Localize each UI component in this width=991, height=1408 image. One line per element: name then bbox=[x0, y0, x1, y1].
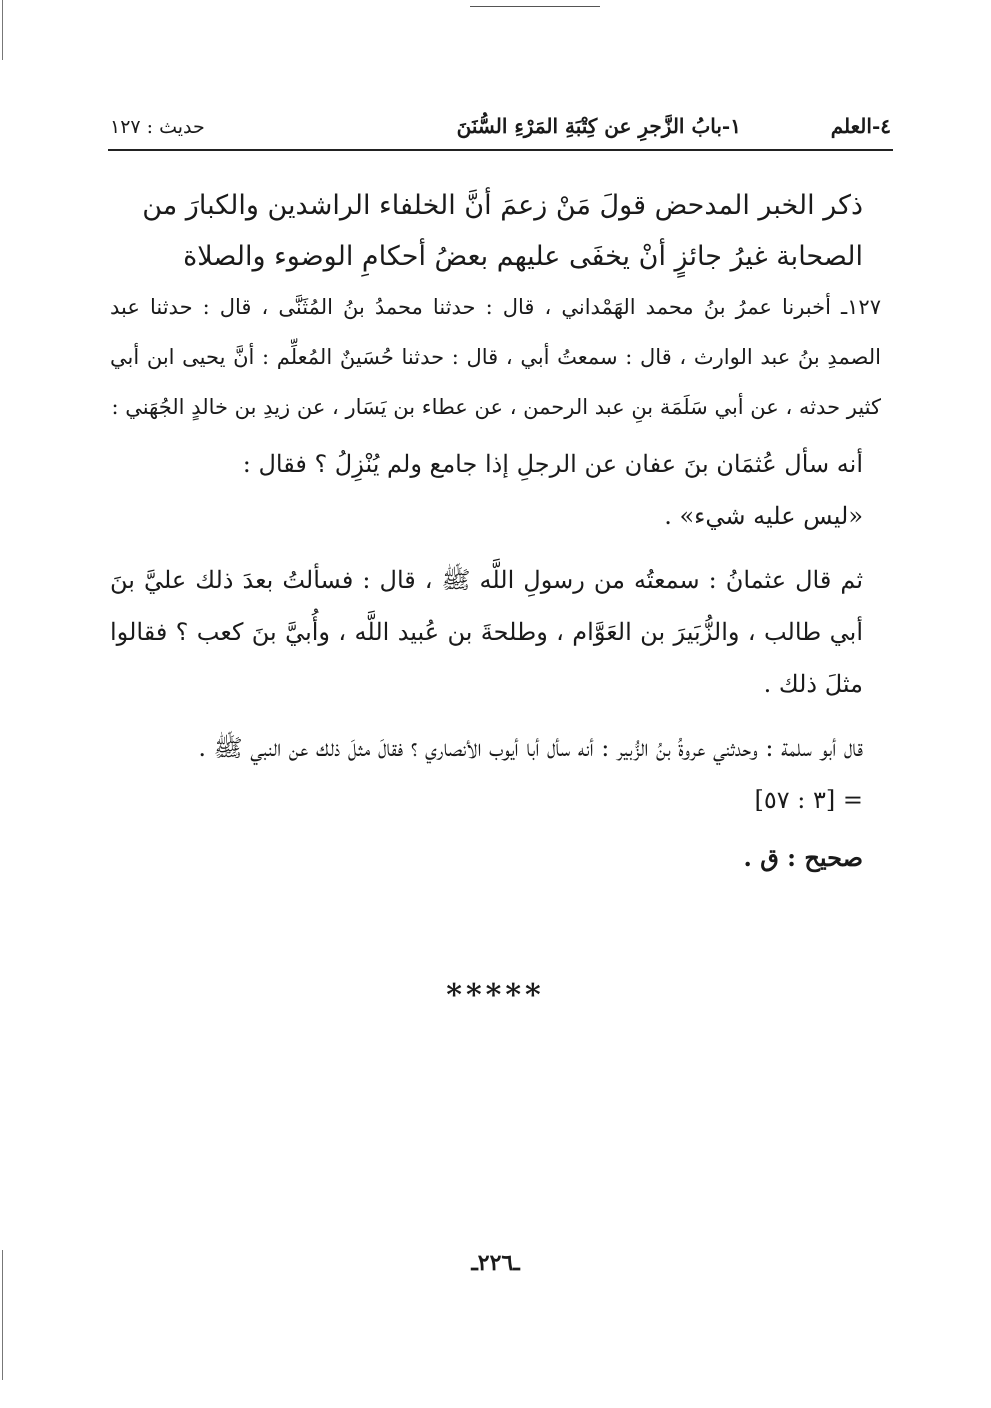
hadith-isnad: ١٢٧ـ أخبرنا عمرُ بنُ محمد الهَمْداني ، قال : حدثنا محمدُ بنُ المُثَنَّى ، قال : حدثنا عبد الصمدِ بنُ عبد الوارث ، قال : سمعتُ أبي ، قال : حدثنا حُسَينٌ المُعلِّم : أنَّ يحيى ابن أبي كثير حدثه ، عن أبي سَلَمَة بنِ عبد الرحمن ، عن عطاء بن يَسَار ، عن زيدِ بن خالدٍ الجُهَني : bbox=[110, 295, 881, 419]
page-number: ـ٢٢٦ـ bbox=[471, 1250, 520, 1276]
running-header bbox=[110, 108, 891, 148]
hadith-grade: صحيح : ق . bbox=[743, 843, 863, 872]
paragraph-uthman: ثم قال عثمانُ : سمعتُه من رسولِ اللَّه ﷺ ، قال : فسألتُ بعدَ ذلك عليَّ بنَ أبي طالب ، والزُّبَيرَ بن العَوَّام ، وطلحةَ بن عُبيد اللَّه ، وأُبيَّ بنَ كعب ؟ فقالوا مثلَ ذلك . bbox=[110, 566, 863, 698]
main-text bbox=[110, 180, 881, 884]
section-separator: ***** bbox=[446, 978, 545, 1013]
section-heading-line-2: الصحابة غيرُ جائزٍ أنْ يخفَى عليهم بعضُ أحكامِ الوضوء والصلاة bbox=[183, 241, 863, 272]
header-rule bbox=[108, 149, 893, 151]
top-edge-rule bbox=[470, 6, 600, 7]
section-heading-line-1: ذكر الخبر المدحض قولَ مَنْ زعمَ أنَّ الخلفاء الراشدين والكبارَ من bbox=[142, 190, 863, 221]
matn-line-1: أنه سأل عُثمَان بنَ عفان عن الرجلِ إذا جامع ولم يُنْزِلُ ؟ فقال : bbox=[242, 450, 863, 478]
matn-line-2: «ليس عليه شيء» . bbox=[664, 502, 863, 530]
hadith-matn bbox=[110, 438, 863, 542]
chapter-title: ٤-العلم bbox=[830, 114, 891, 138]
cross-reference: = [٣ : ٥٧] bbox=[754, 786, 863, 814]
bab-title: ١-بابُ الزَّجرِ عن كِتْبَةِ المَرْءِ السُّنَنَ bbox=[456, 114, 741, 138]
paragraph-abu-salama: قال أبو سلمة : وحدثني عروةُ بنُ الزُّبير : أنه سأل أبا أيوب الأنصاري ؟ فقالَ مثلَ ذلك عن النبي ﷺ . bbox=[198, 734, 863, 762]
scan-margin-mark bbox=[2, 0, 3, 60]
hadith-reference: حديث : ١٢٧ bbox=[110, 116, 205, 138]
